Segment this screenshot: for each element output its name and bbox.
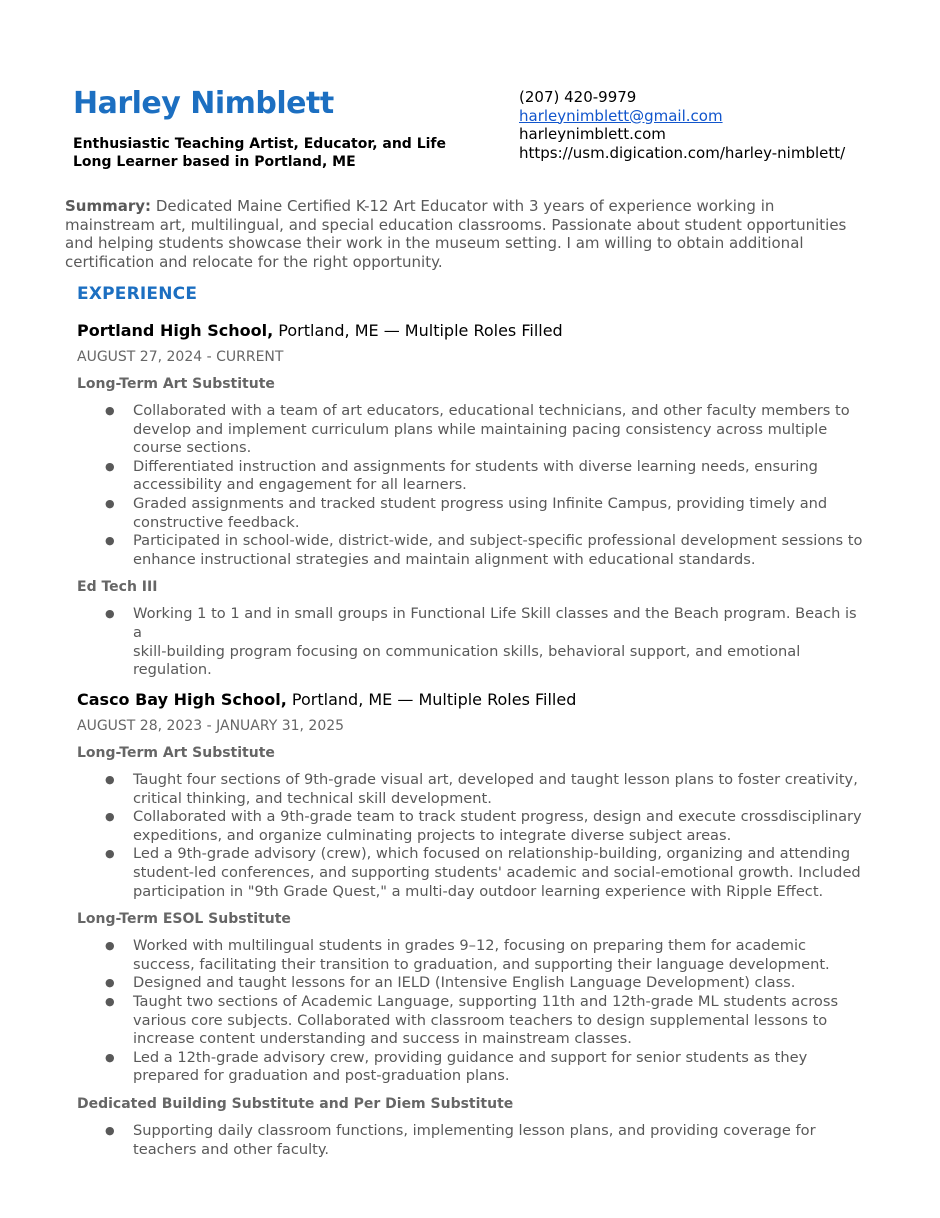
- bullet-list: [77, 1122, 867, 1159]
- website: harleynimblett.com: [519, 125, 666, 143]
- portfolio-url: https://usm.digication.com/harley-nimblett/: [519, 143, 846, 162]
- employer-line: [77, 690, 867, 710]
- bullet-item: ● Led a 9th-grade advisory (crew), which focused on relationship-building, organizing and attending student-led conferences, and supporting students' academic and social-emotional growth. Included participation in "9th Grade Quest," a multi-day outdoor learning experience with Ripple Effect.: [77, 845, 867, 901]
- bullet-list: [77, 605, 867, 679]
- summary-label: Summary:: [65, 197, 152, 215]
- role-title: Long-Term Art Substitute: [77, 745, 275, 761]
- employer-detail: Portland, ME — Multiple Roles Filled: [286, 690, 577, 709]
- role-title: Long-Term Art Substitute: [77, 376, 275, 392]
- bullet-item: ● Differentiated instruction and assignments for students with diverse learning needs, ensuring accessibility and engagement for all learners.: [77, 458, 867, 495]
- role-title: Dedicated Building Substitute and Per Diem Substitute: [77, 1095, 514, 1112]
- bullet-item: ● Taught four sections of 9th-grade visual art, developed and taught lesson plans to foster creativity, critical thinking, and technical skill development.: [77, 771, 867, 808]
- bullet-list: [77, 771, 867, 901]
- job-dates: AUGUST 27, 2024 - CURRENT: [77, 349, 284, 365]
- job-entry: [77, 690, 867, 1159]
- summary-text: Dedicated Maine Certified K-12 Art Educator with 3 years of experience working in mainstream art, multilingual, and special education classrooms. Passionate about student opportunities and helping students showcase their work in the museum setting. I am willing to obtain additional certification and relocate for the right opportunity.: [65, 197, 847, 271]
- bullet-item: ● Participated in school-wide, district-wide, and subject-specific professional development sessions to enhance instructional strategies and maintain alignment with educational standards.: [77, 532, 867, 569]
- job-dates: AUGUST 28, 2023 - JANUARY 31, 2025: [77, 718, 345, 734]
- phone-number: (207) 420-9979: [519, 88, 637, 106]
- bullet-item: ● Worked with multilingual students in grades 9–12, focusing on preparing them for academic success, facilitating their transition to graduation, and supporting their language development.: [77, 937, 867, 974]
- contact-block: [519, 88, 919, 162]
- bullet-item: ● Graded assignments and tracked student progress using Infinite Campus, providing timely and constructive feedback.: [77, 495, 867, 532]
- employer-detail: Portland, ME — Multiple Roles Filled: [273, 321, 563, 340]
- bullet-item: ● Led a 12th-grade advisory crew, providing guidance and support for senior students as they prepared for graduation and post-graduation plans.: [77, 1049, 867, 1086]
- role-title: Long-Term ESOL Substitute: [77, 911, 291, 928]
- role-title: Ed Tech III: [77, 579, 158, 596]
- job-entry: [77, 321, 867, 680]
- employer-name: Casco Bay High School,: [77, 690, 287, 709]
- bullet-item: ● Designed and taught lessons for an IELD (Intensive English Language Development) class.: [77, 974, 867, 993]
- summary: [65, 197, 865, 271]
- employer-line: [77, 321, 867, 341]
- bullet-item: ● Supporting daily classroom functions, implementing lesson plans, and providing coverage for teachers and other faculty.: [77, 1122, 867, 1159]
- bullet-list: [77, 937, 867, 1086]
- email-link[interactable]: harleynimblett@gmail.com: [519, 106, 723, 125]
- bullet-item: ● Taught two sections of Academic Language, supporting 11th and 12th-grade ML students across various core subjects. Collaborated with classroom teachers to design supplemental lessons to increase content understanding and success in mainstream classes.: [77, 993, 867, 1049]
- bullet-item: ● Collaborated with a 9th-grade team to track student progress, design and execute crossdisciplinary expeditions, and organize culminating projects to integrate diverse subject areas.: [77, 808, 867, 845]
- bullet-item: ● Working 1 to 1 and in small groups in Functional Life Skill classes and the Beach program. Beach is a skill-building program focusing on communication skills, behavioral support, and emotional regulation.: [77, 605, 867, 679]
- candidate-name: Harley Nimblett: [73, 86, 334, 121]
- bullet-list: [77, 402, 867, 569]
- bullet-item: ● Collaborated with a team of art educators, educational technicians, and other faculty members to develop and implement curriculum plans while maintaining pacing consistency across multiple course sections.: [77, 402, 867, 458]
- tagline: Enthusiastic Teaching Artist, Educator, and Life Long Learner based in Portland, ME: [73, 136, 447, 170]
- employer-name: Portland High School,: [77, 321, 274, 340]
- experience-heading: EXPERIENCE: [77, 284, 198, 304]
